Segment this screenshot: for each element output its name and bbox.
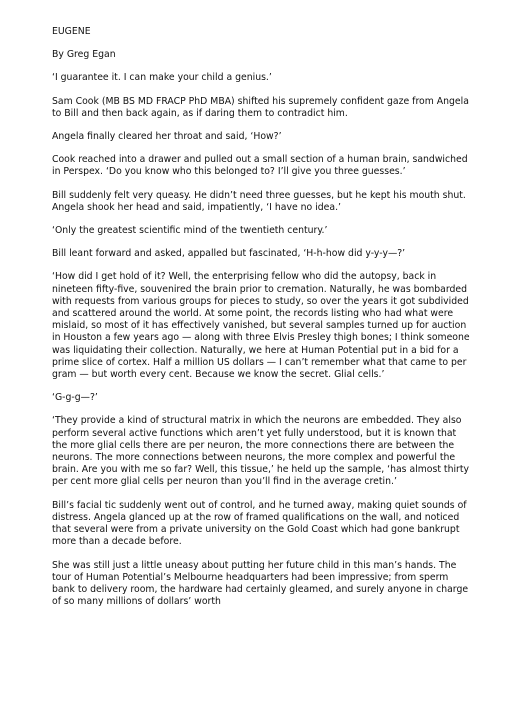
document-title: EUGENE <box>52 26 91 37</box>
paragraph-8: ‘How did I get hold of it? Well, the enterprising fellow who did the autopsy, back in nineteen fifty-five, souvenired the brain prior to cremation. Naturally, he was bombarded with requests from various groups for pieces to study, so over the years it got subdivided and scattered around the world. At some point, the records listing who had what were mislaid, so most of it has effectively vanished, but several samples turned up for auction in Houston a few years ago — along with three Elvis Presley thigh bones; I think someone was liquidating their collection. Naturally, we here at Human Potential put in a bid for a prime slice of cortex. Half a million US dollars — I can’t remember what that came to per gram — but worth every cent. Because we know the secret. Glial cells.’ <box>52 271 470 381</box>
paragraph-4: Cook reached into a drawer and pulled out a small section of a human brain, sandwiched in Perspex. ‘Do you know who this belonged to? I’ll give you three guesses.’ <box>52 154 468 178</box>
paragraph-6: ‘Only the greatest scientific mind of the twentieth century.’ <box>52 225 328 237</box>
paragraph-9: ‘G-g-g—?’ <box>52 392 98 404</box>
paragraph-5: Bill suddenly felt very queasy. He didn’t need three guesses, but he kept his mouth shut. Angela shook her head and said, impatiently, ‘I have no idea.’ <box>52 189 466 213</box>
paragraph-2: Sam Cook (MB BS MD FRACP PhD MBA) shifted his supremely confident gaze from Angela to Bill and then back again, as if daring them to contradict him. <box>52 95 469 119</box>
paragraph-7: Bill leant forward and asked, appalled but fascinated, ‘H-h-how did y-y-y—?’ <box>52 248 406 260</box>
paragraph-10: ‘They provide a kind of structural matrix in which the neurons are embedded. They also perform several active functions which aren’t yet fully understood, but it is known that the more glial cells there are per neuron, the more connections there are between the neurons. The more connections between neurons, the more complex and powerful the brain. Are you with me so far? Well, this tissue,’ he held up the sample, ‘has almost thirty per cent more glial cells per neuron than you’ll find in the average cretin.’ <box>52 415 470 488</box>
paragraph-11: Bill’s facial tic suddenly went out of control, and he turned away, making quiet sounds of distress. Angela glanced up at the row of framed qualifications on the wall, and noticed that several were from a private university on the Gold Coast which had gone bankrupt more than a decade before. <box>52 499 467 548</box>
document-page <box>52 26 470 619</box>
paragraph-1: ‘I guarantee it. I can make your child a genius.’ <box>52 72 272 84</box>
document-byline: By Greg Egan <box>52 49 116 61</box>
paragraph-3: Angela finally cleared her throat and said, ‘How?’ <box>52 131 282 143</box>
paragraph-12: She was still just a little uneasy about putting her future child in this man’s hands. The tour of Human Potential’s Melbourne headquarters had been impressive; from sperm bank to delivery room, the hardware had certainly gleamed, and surely anyone in charge of so many millions of dollars’ worth <box>52 559 469 608</box>
